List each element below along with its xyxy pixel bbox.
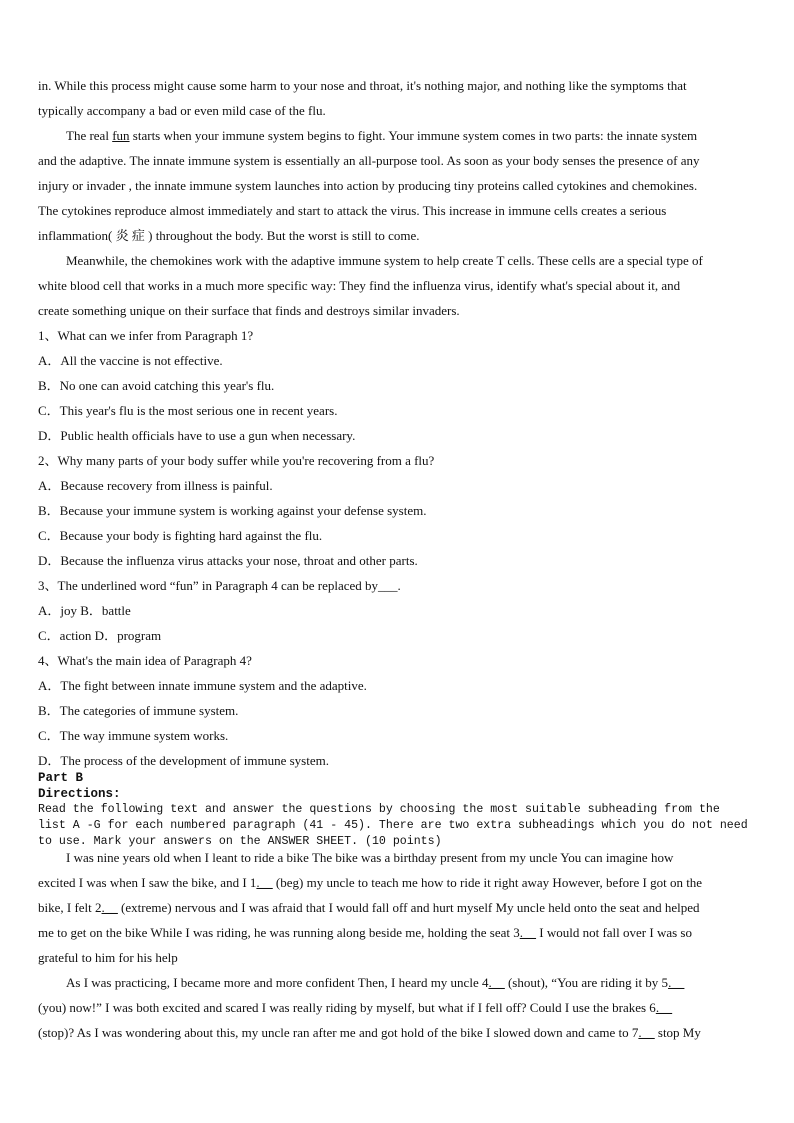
text-segment: me to get on the bike While I was riding, he was running along beside me, holding the seat 3 bbox=[38, 925, 520, 940]
text-line bbox=[38, 323, 758, 348]
text-segment: grateful to him for his help bbox=[38, 950, 178, 965]
underlined-text: fun bbox=[112, 128, 130, 143]
text-segment: 1、What can we infer from Paragraph 1? bbox=[38, 328, 254, 343]
text-segment: excited I was when I saw the bike, and I 1 bbox=[38, 875, 257, 890]
underlined-text: .__ bbox=[101, 900, 118, 915]
text-segment: A．Because recovery from illness is painful. bbox=[38, 478, 273, 493]
text-line bbox=[38, 498, 758, 523]
cloze-passage bbox=[38, 845, 758, 1045]
text-segment: D．Public health officials have to use a gun when necessary. bbox=[38, 428, 356, 443]
text-line bbox=[38, 870, 758, 895]
text-segment: The real bbox=[66, 128, 113, 143]
text-line bbox=[38, 148, 758, 173]
text-segment: A．joy B．battle bbox=[38, 603, 131, 618]
text-segment: (you) now!” I was both excited and scared I was really riding by myself, but what if I fell off? Could I use the brakes 6 bbox=[38, 1000, 656, 1015]
text-line bbox=[38, 523, 758, 548]
text-segment: injury or invader , the innate immune system launches into action by producing tiny proteins called cytokines and chemokines. bbox=[38, 178, 698, 193]
text-line bbox=[38, 920, 758, 945]
text-segment: create something unique on their surface that finds and destroys similar invaders. bbox=[38, 303, 460, 318]
text-segment: C．action D．program bbox=[38, 628, 162, 643]
text-line bbox=[38, 648, 758, 673]
part-b-section bbox=[38, 770, 778, 850]
text-line bbox=[38, 698, 758, 723]
text-line bbox=[38, 398, 758, 423]
text-segment: C．This year's flu is the most serious one in recent years. bbox=[38, 403, 338, 418]
text-segment: (stop)? As I was wondering about this, my uncle ran after me and got hold of the bike I slowed down and came to 7 bbox=[38, 1025, 639, 1040]
directions-line: Read the following text and answer the questions by choosing the most suitable subheading from the bbox=[38, 803, 720, 816]
text-segment: and the adaptive. The innate immune system is essentially an all-purpose tool. As soon as your body senses the presence of any bbox=[38, 153, 700, 168]
text-line bbox=[38, 945, 758, 970]
text-segment: D．Because the influenza virus attacks your nose, throat and other parts. bbox=[38, 553, 418, 568]
text-segment: Meanwhile, the chemokines work with the adaptive immune system to help create T cells. These cells are a special type of bbox=[66, 253, 703, 268]
underlined-text: .__ bbox=[519, 925, 536, 940]
text-segment: bike, I felt 2 bbox=[38, 900, 102, 915]
part-b-title: Part B bbox=[38, 771, 84, 785]
text-segment: B．Because your immune system is working against your defense system. bbox=[38, 503, 427, 518]
text-line bbox=[38, 423, 758, 448]
underlined-text: .__ bbox=[256, 875, 273, 890]
text-line bbox=[38, 623, 758, 648]
text-segment: B．The categories of immune system. bbox=[38, 703, 239, 718]
underlined-text: .__ bbox=[488, 975, 505, 990]
text-line bbox=[38, 845, 758, 870]
text-segment: The cytokines reproduce almost immediately and start to attack the virus. This increase in immune cells creates a serious bbox=[38, 203, 667, 218]
text-line bbox=[38, 598, 758, 623]
text-segment: typically accompany a bad or even mild case of the flu. bbox=[38, 103, 326, 118]
text-segment: in. While this process might cause some harm to your nose and throat, it's nothing major, and nothing like the symptoms that bbox=[38, 78, 687, 93]
text-segment: 4、What's the main idea of Paragraph 4? bbox=[38, 653, 252, 668]
text-line bbox=[38, 73, 758, 98]
text-segment: B．No one can avoid catching this year's flu. bbox=[38, 378, 275, 393]
text-segment: starts when your immune system begins to fight. Your immune system comes in two parts: the innate system bbox=[129, 128, 698, 143]
text-segment: (shout), “You are riding it by 5 bbox=[504, 975, 669, 990]
text-line bbox=[38, 98, 758, 123]
text-line bbox=[38, 273, 758, 298]
text-line bbox=[38, 970, 758, 995]
text-line bbox=[38, 895, 758, 920]
text-segment: inflammation( 炎 症 ) throughout the body. But the worst is still to come. bbox=[38, 228, 420, 243]
reading-passage-and-questions bbox=[38, 73, 758, 773]
text-segment: C．Because your body is fighting hard against the flu. bbox=[38, 528, 323, 543]
text-line bbox=[38, 198, 758, 223]
text-segment: stop My bbox=[654, 1025, 701, 1040]
text-segment: C．The way immune system works. bbox=[38, 728, 229, 743]
text-line bbox=[38, 173, 758, 198]
underlined-text: .__ bbox=[655, 1000, 673, 1015]
text-line bbox=[38, 448, 758, 473]
text-segment: (extreme) nervous and I was afraid that I would fall off and hurt myself My uncle held onto the seat and helped bbox=[117, 900, 700, 915]
text-line bbox=[38, 373, 758, 398]
text-segment: 2、Why many parts of your body suffer while you're recovering from a flu? bbox=[38, 453, 435, 468]
text-line bbox=[38, 298, 758, 323]
text-line bbox=[38, 1020, 758, 1045]
text-segment: I would not fall over I was so bbox=[536, 925, 692, 940]
text-segment: A．All the vaccine is not effective. bbox=[38, 353, 223, 368]
text-line bbox=[38, 123, 758, 148]
text-line bbox=[38, 723, 758, 748]
text-line bbox=[38, 673, 758, 698]
text-segment: 3、The underlined word “fun” in Paragraph 4 can be replaced by___. bbox=[38, 578, 401, 593]
text-line bbox=[38, 473, 758, 498]
underlined-text: .__ bbox=[668, 975, 685, 990]
text-line bbox=[38, 248, 758, 273]
directions-label: Directions: bbox=[38, 787, 121, 801]
directions-line: to use. Mark your answers on the ANSWER SHEET. (10 points) bbox=[38, 835, 442, 848]
text-line bbox=[38, 548, 758, 573]
text-segment: D．The process of the development of immune system. bbox=[38, 753, 329, 768]
text-line bbox=[38, 995, 758, 1020]
underlined-text: .__ bbox=[638, 1025, 655, 1040]
text-segment: As I was practicing, I became more and more confident Then, I heard my uncle 4 bbox=[66, 975, 489, 990]
text-segment: I was nine years old when I leant to ride a bike The bike was a birthday present from my uncle You can imagine how bbox=[66, 850, 674, 865]
text-line bbox=[38, 223, 758, 248]
directions-line: list A -G for each numbered paragraph (41 - 45). There are two extra subheadings which you do not need bbox=[38, 819, 748, 832]
text-segment: white blood cell that works in a much more specific way: They find the influenza virus, identify what's special about it, and bbox=[38, 278, 681, 293]
text-segment: A．The fight between innate immune system and the adaptive. bbox=[38, 678, 367, 693]
text-line bbox=[38, 348, 758, 373]
text-segment: (beg) my uncle to teach me how to ride it right away However, before I got on the bbox=[272, 875, 703, 890]
text-line bbox=[38, 573, 758, 598]
